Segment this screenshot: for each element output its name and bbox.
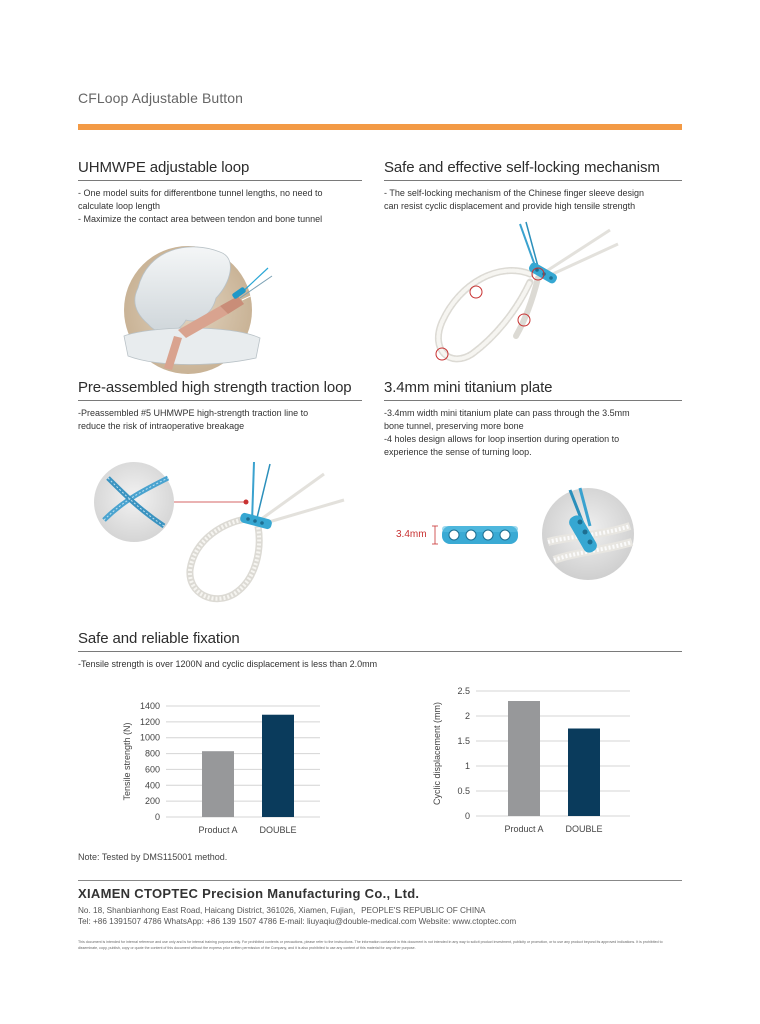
section-title-traction: Pre-assembled high strength traction loop — [78, 379, 352, 396]
x-category-label: Product A — [504, 824, 544, 834]
y-tick-label: 200 — [144, 796, 160, 807]
y-tick-label: 600 — [144, 764, 160, 775]
text-line: -3.4mm width mini titanium plate can pass through the 3.5mm — [384, 408, 630, 418]
section-title-fixation: Safe and reliable fixation — [78, 630, 240, 647]
y-tick-label: 0 — [154, 812, 160, 822]
y-tick-label: 1000 — [139, 732, 160, 743]
text-line: - One model suits for differentbone tunnel lengths, no need to — [78, 188, 323, 198]
cyclic-displacement-chart — [426, 682, 646, 844]
section-text-fixation — [78, 658, 377, 671]
bar — [202, 751, 234, 817]
footer-divider — [78, 880, 682, 881]
y-tick-label: 2.5 — [457, 686, 470, 696]
plate-width-label: 3.4mm — [396, 529, 427, 540]
y-tick-label: 1 — [464, 761, 470, 771]
text-line: reduce the risk of intraoperative breakage — [78, 421, 245, 431]
section-title-loop: UHMWPE adjustable loop — [78, 159, 250, 176]
bar — [568, 729, 600, 817]
section-text-locking — [384, 187, 644, 213]
x-category-label: DOUBLE — [259, 825, 297, 835]
self-locking-loop-illustration — [420, 222, 620, 372]
company-address: No. 18, Shanbianhong East Road, Haicang District, 361026, Xiamen, Fujian，PEOPLE'S REPUBLIC OF CHINA — [78, 906, 486, 915]
text-line: -Preassembled #5 UHMWPE high-strength traction line to — [78, 408, 309, 418]
section-divider-fixation — [78, 651, 682, 652]
bar — [508, 701, 540, 816]
y-axis-label: Tensile strength (N) — [122, 722, 132, 801]
bar — [262, 715, 294, 817]
section-divider-locking — [384, 180, 682, 181]
text-line: calculate loop length — [78, 201, 161, 211]
document-title: CFLoop Adjustable Button — [78, 90, 244, 106]
text-line: bone tunnel, preserving more bone — [384, 421, 524, 431]
y-axis-label: Cyclic displacement (mm) — [432, 701, 442, 806]
section-text-plate — [384, 407, 630, 459]
text-line: - The self-locking mechanism of the Chinese finger sleeve design — [384, 188, 644, 198]
traction-loop-illustration — [94, 460, 354, 610]
y-tick-label: 1200 — [139, 716, 160, 727]
legal-disclaimer: This document is intended for internal reference and use only and is for internal training purposes only. For prohibited contents or precautions, please refer to the instructions. The information contained in this document is not intended in any way to solicit product investment, publicity or promotion, or to use any product beyond its approved indications. It is prohibited to disseminate, copy, publish, copy or quote the content of this document without the express prior written permission of the Company, and it is also prohibited to use any content of this material for any other purpose. — [78, 940, 663, 950]
header-accent-bar — [78, 124, 682, 130]
plate-loop-zoom-illustration — [540, 486, 636, 582]
text-line: - Maximize the contact area between tendon and bone tunnel — [78, 214, 323, 224]
titanium-plate-illustration — [432, 520, 522, 550]
x-category-label: Product A — [198, 825, 238, 835]
test-method-note: Note: Tested by DMS115001 method. — [78, 852, 228, 862]
section-title-locking: Safe and effective self-locking mechanism — [384, 159, 660, 176]
x-category-label: DOUBLE — [565, 824, 603, 834]
y-tick-label: 0.5 — [457, 786, 470, 796]
text-line: -4 holes design allows for loop insertion during operation to — [384, 434, 620, 444]
y-tick-label: 1400 — [139, 701, 160, 711]
tensile-strength-chart — [116, 694, 336, 844]
company-name: XIAMEN CTOPTEC Precision Manufacturing Co., Ltd. — [78, 886, 420, 901]
section-title-plate: 3.4mm mini titanium plate — [384, 379, 553, 396]
section-text-loop — [78, 187, 323, 226]
y-tick-label: 400 — [144, 780, 160, 791]
section-text-traction — [78, 407, 308, 433]
company-contact — [78, 905, 516, 927]
text-line: can resist cyclic displacement and provide high tensile strength — [384, 201, 636, 211]
section-divider-loop — [78, 180, 362, 181]
text-line: experience the sense of turning loop. — [384, 447, 532, 457]
text-line: -Tensile strength is over 1200N and cyclic displacement is less than 2.0mm — [78, 659, 378, 669]
company-phone-email[interactable]: Tel: +86 1391507 4786 WhatsApp: +86 139 1507 4786 E-mail: liuyaqiu@double-medical.com Website: www.ctoptec.com — [78, 917, 517, 926]
y-tick-label: 2 — [464, 711, 470, 721]
section-divider-traction — [78, 400, 362, 401]
y-tick-label: 1.5 — [457, 736, 470, 746]
y-tick-label: 800 — [144, 748, 160, 759]
knee-joint-illustration — [120, 238, 290, 376]
section-divider-plate — [384, 400, 682, 401]
y-tick-label: 0 — [464, 811, 470, 821]
